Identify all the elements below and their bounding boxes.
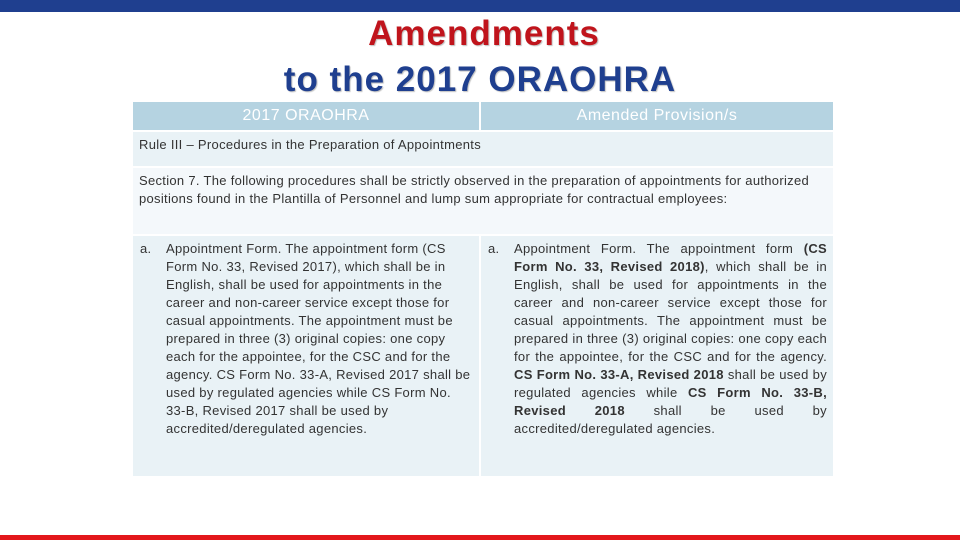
amended-text-segment: shall be used by regulated agencies while	[514, 367, 827, 400]
amendments-table	[132, 101, 834, 477]
amended-provision-cell	[480, 235, 834, 477]
slide-title-line2: to the 2017 ORAOHRA	[283, 60, 677, 99]
amended-form-33: (CS Form No. 33, Revised 2018)	[514, 241, 827, 274]
list-marker: a.	[140, 241, 152, 256]
table-row	[132, 235, 834, 477]
header-original: 2017 ORAOHRA	[132, 101, 480, 131]
amended-form-33b: CS Form No. 33-B, Revised 2018	[514, 385, 827, 418]
original-provision-text: Appointment Form. The appointment form (CS Form No. 33, Revised 2017), which shall be in English, shall be used for appointments in the career and non-career service except those for casual appointments. The appointment must be prepared in three (3) original copies: one copy each for the appointee, for the CSC and for the agency. CS Form No. 33-A, Revised 2017 shall be used by regulated agencies while CS Form No. 33-B, Revised 2017 shall be used by accredited/deregulated agencies.	[166, 241, 471, 436]
list-marker: a.	[488, 241, 500, 256]
amended-text-segment: Appointment Form. The appointment form	[514, 241, 804, 256]
top-accent-bar	[0, 0, 960, 12]
original-provision-cell	[132, 235, 480, 477]
list-item	[481, 236, 833, 454]
amended-text-segment: shall be used by accredited/deregulated agencies.	[514, 403, 827, 436]
bottom-accent-bar	[0, 535, 960, 540]
table-row	[132, 167, 834, 235]
amended-provision-text	[514, 240, 827, 438]
table-header-row	[132, 101, 834, 131]
list-item	[133, 236, 479, 454]
section-text: Section 7. The following procedures shall be strictly observed in the preparation of appointments for authorized positions found in the Plantilla of Personnel and lump sum appropriate for contractual employees:	[132, 167, 834, 235]
table-row	[132, 131, 834, 167]
rule-heading: Rule III – Procedures in the Preparation of Appointments	[132, 131, 834, 167]
amended-form-33a: CS Form No. 33-A, Revised 2018	[514, 367, 724, 382]
amended-text-segment: , which shall be in English, shall be used for appointments in the career and non-career service except those for casual appointments. The appointment must be prepared in three (3) original copies: one copy each for the appointee, for the CSC and for the agency.	[514, 259, 827, 364]
slide-title-line1: Amendments	[368, 14, 600, 53]
header-amended: Amended Provision/s	[480, 101, 834, 131]
